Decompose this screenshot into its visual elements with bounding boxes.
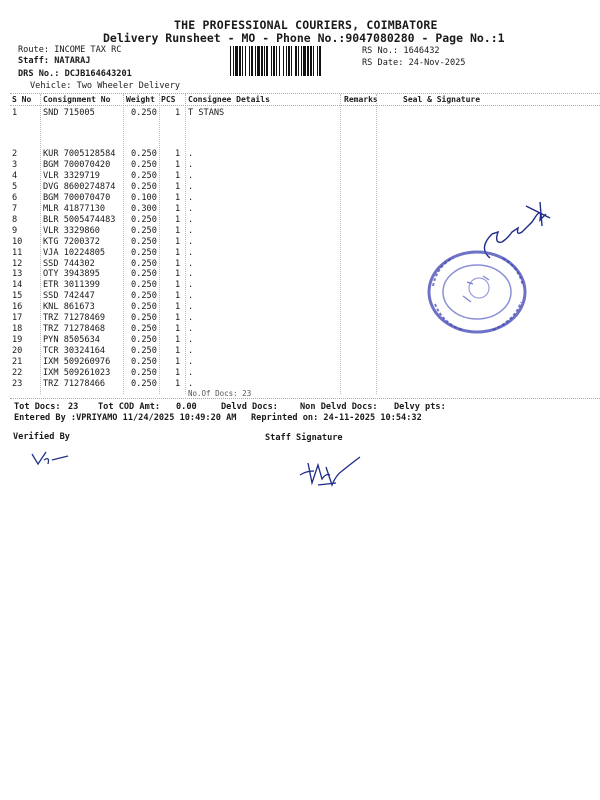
no-of-docs: No.Of Docs: 23 bbox=[188, 389, 252, 398]
row-pcs: 1 bbox=[175, 214, 181, 225]
row-weight: 0.250 bbox=[131, 378, 157, 389]
row-consignment: TRZ 71278466 bbox=[43, 378, 106, 389]
col-sno: S No bbox=[12, 95, 32, 104]
delvy-pts: Delvy pts: bbox=[394, 402, 446, 412]
row-sno: 19 bbox=[12, 335, 23, 346]
row-consignee: . bbox=[188, 269, 194, 280]
row-sno: 3 bbox=[12, 159, 18, 170]
row-weight: 0.250 bbox=[131, 368, 157, 378]
row-sno: 8 bbox=[12, 214, 18, 225]
row-weight: 0.250 bbox=[131, 236, 157, 247]
staff-signature bbox=[296, 445, 376, 490]
row-sno: 10 bbox=[12, 236, 23, 247]
row-sno: 22 bbox=[12, 368, 23, 378]
row-consignment: PYN 8505634 bbox=[43, 335, 100, 346]
row-consignee: . bbox=[188, 214, 194, 225]
table-row bbox=[0, 182, 600, 193]
row-pcs: 1 bbox=[175, 368, 181, 378]
row-consignee: . bbox=[188, 149, 194, 159]
row-pcs: 1 bbox=[175, 269, 181, 280]
row-pcs: 1 bbox=[175, 170, 181, 181]
row-weight: 0.250 bbox=[131, 291, 157, 302]
row-sno: 14 bbox=[12, 280, 23, 291]
row-weight: 0.250 bbox=[131, 149, 157, 159]
barcode-bar bbox=[307, 46, 309, 76]
barcode-bar bbox=[264, 46, 265, 76]
row-pcs: 1 bbox=[175, 225, 181, 236]
row-sno: 21 bbox=[12, 357, 23, 368]
row-consignee: . bbox=[188, 159, 194, 170]
row-pcs: 1 bbox=[175, 302, 181, 313]
barcode-bar bbox=[288, 46, 290, 76]
company-title: THE PROFESSIONAL COURIERS, COIMBATORE bbox=[174, 18, 438, 32]
row-sno: 2 bbox=[12, 149, 18, 159]
row-pcs: 1 bbox=[175, 357, 181, 368]
reprinted-on: Reprinted on: 24-11-2025 10:54:32 bbox=[251, 413, 422, 423]
barcode-bar bbox=[261, 46, 263, 76]
verified-initials bbox=[28, 446, 78, 470]
row-consignee: T STANS bbox=[188, 108, 225, 118]
row-weight: 0.250 bbox=[131, 181, 157, 192]
route: Route: INCOME TAX RC bbox=[18, 45, 122, 55]
row-consignment: VLR 3329860 bbox=[43, 225, 100, 236]
col-consignee: Consignee Details bbox=[188, 95, 270, 104]
barcode-bar bbox=[303, 46, 306, 76]
barcode-bar bbox=[273, 46, 275, 76]
row-weight: 0.250 bbox=[131, 159, 157, 170]
non-delvd-docs: Non Delvd Docs: bbox=[300, 402, 378, 412]
table-row bbox=[0, 346, 600, 357]
row-pcs: 1 bbox=[175, 313, 181, 324]
row-pcs: 1 bbox=[175, 236, 181, 247]
barcode-bar bbox=[301, 46, 302, 76]
row-weight: 0.250 bbox=[131, 170, 157, 181]
row-consignment: BGM 700070420 bbox=[43, 159, 111, 170]
row-sno: 6 bbox=[12, 192, 18, 203]
tot-cod-label: Tot COD Amt: bbox=[98, 402, 161, 412]
barcode-bar bbox=[298, 46, 299, 76]
row-consignment: ETR 3011399 bbox=[43, 280, 100, 291]
row-consignee: . bbox=[188, 236, 194, 247]
row-consignee: . bbox=[188, 192, 194, 203]
table-row bbox=[0, 357, 600, 368]
row-consignee: . bbox=[188, 324, 194, 335]
verified-by: Verified By bbox=[13, 432, 70, 442]
row-sno: 4 bbox=[12, 170, 18, 181]
row-pcs: 1 bbox=[175, 291, 181, 302]
barcode-bar bbox=[249, 46, 250, 76]
row-sno: 12 bbox=[12, 258, 23, 269]
row-sno: 9 bbox=[12, 225, 18, 236]
row-pcs: 1 bbox=[175, 335, 181, 346]
row-pcs: 1 bbox=[175, 108, 181, 118]
drs-number: DRS No.: DCJB164643201 bbox=[18, 69, 132, 79]
row-consignment: SND 715005 bbox=[43, 108, 95, 118]
row-weight: 0.250 bbox=[131, 346, 157, 357]
row-sno: 20 bbox=[12, 346, 23, 357]
row-weight: 0.250 bbox=[131, 247, 157, 258]
row-consignment: IXM 509261023 bbox=[43, 368, 111, 378]
vehicle: Vehicle: Two Wheeler Delivery bbox=[30, 81, 181, 91]
col-consignment: Consignment No bbox=[43, 95, 111, 104]
row-consignee: . bbox=[188, 258, 194, 269]
row-pcs: 1 bbox=[175, 247, 181, 258]
row-consignee: . bbox=[188, 378, 194, 389]
row-weight: 0.250 bbox=[131, 357, 157, 368]
row-pcs: 1 bbox=[175, 258, 181, 269]
barcode-bar bbox=[291, 46, 292, 76]
row-consignment: BGM 700070470 bbox=[43, 192, 111, 203]
row-pcs: 1 bbox=[175, 181, 181, 192]
row-consignee: . bbox=[188, 247, 194, 258]
row-consignee: . bbox=[188, 368, 194, 378]
table-row bbox=[0, 379, 600, 390]
barcode-bar bbox=[242, 46, 243, 76]
row-consignment: VJA 10224805 bbox=[43, 247, 106, 258]
row-weight: 0.250 bbox=[131, 258, 157, 269]
barcode-bar bbox=[230, 46, 231, 76]
row-consignee: . bbox=[188, 170, 194, 181]
row-weight: 0.250 bbox=[131, 324, 157, 335]
row-consignment: SSD 744302 bbox=[43, 258, 95, 269]
row-consignee: . bbox=[188, 346, 194, 357]
row-sno: 15 bbox=[12, 291, 23, 302]
barcode-bar bbox=[233, 46, 234, 76]
row-consignee: . bbox=[188, 302, 194, 313]
row-weight: 0.250 bbox=[131, 214, 157, 225]
barcode-bar bbox=[317, 46, 318, 76]
row-pcs: 1 bbox=[175, 192, 181, 203]
row-sno: 16 bbox=[12, 302, 23, 313]
barcode-bar bbox=[279, 46, 280, 76]
row-consignment: SSD 742447 bbox=[43, 291, 95, 302]
row-pcs: 1 bbox=[175, 346, 181, 357]
barcode-bar bbox=[276, 46, 277, 76]
row-pcs: 1 bbox=[175, 280, 181, 291]
barcode-bar bbox=[235, 46, 238, 76]
row-weight: 0.300 bbox=[131, 203, 157, 214]
table-row bbox=[0, 108, 600, 119]
table-row bbox=[0, 160, 600, 171]
staff: Staff: NATARAJ bbox=[18, 56, 91, 66]
barcode-bar bbox=[313, 46, 314, 76]
row-weight: 0.250 bbox=[131, 302, 157, 313]
barcode-bar bbox=[239, 46, 241, 76]
tot-cod-value: 0.00 bbox=[176, 402, 197, 412]
col-pcs: PCS bbox=[161, 95, 176, 104]
row-pcs: 1 bbox=[175, 378, 181, 389]
row-consignment: DVG 8600274874 bbox=[43, 181, 116, 192]
row-consignment: TRZ 71278468 bbox=[43, 324, 106, 335]
row-consignment: KNL 861673 bbox=[43, 302, 95, 313]
barcode-bar bbox=[257, 46, 260, 76]
barcode-bar bbox=[266, 46, 268, 76]
table-row bbox=[0, 368, 600, 379]
col-remarks: Remarks bbox=[344, 95, 378, 104]
row-consignment: IXM 509260976 bbox=[43, 357, 111, 368]
row-weight: 0.250 bbox=[131, 313, 157, 324]
barcode-bar bbox=[286, 46, 287, 76]
row-weight: 0.100 bbox=[131, 192, 157, 203]
row-weight: 0.250 bbox=[131, 225, 157, 236]
row-consignee: . bbox=[188, 280, 194, 291]
rs-number: RS No.: 1646432 bbox=[362, 46, 440, 56]
row-sno: 5 bbox=[12, 181, 18, 192]
row-consignment: MLR 41877130 bbox=[43, 203, 106, 214]
delvd-docs: Delvd Docs: bbox=[221, 402, 278, 412]
row-consignment: KTG 7200372 bbox=[43, 236, 100, 247]
row-sno: 7 bbox=[12, 203, 18, 214]
row-consignee: . bbox=[188, 357, 194, 368]
tot-docs-value: 23 bbox=[68, 402, 79, 412]
entered-by: Entered By :VPRIYAMO 11/24/2025 10:49:20 AM bbox=[14, 413, 237, 423]
barcode-bar bbox=[245, 46, 246, 76]
row-pcs: 1 bbox=[175, 159, 181, 170]
table-row bbox=[0, 171, 600, 182]
table-bottom-line bbox=[10, 398, 600, 399]
barcode-bar bbox=[310, 46, 312, 76]
row-consignment: VLR 3329719 bbox=[43, 170, 100, 181]
row-sno: 18 bbox=[12, 324, 23, 335]
barcode-bar bbox=[295, 46, 297, 76]
barcode-bar bbox=[319, 46, 321, 76]
row-consignee: . bbox=[188, 225, 194, 236]
staff-signature-label: Staff Signature bbox=[265, 433, 343, 443]
row-pcs: 1 bbox=[175, 149, 181, 159]
table-header-line bbox=[10, 105, 600, 106]
rs-date: RS Date: 24-Nov-2025 bbox=[362, 58, 466, 68]
col-seal: Seal & Signature bbox=[403, 95, 481, 104]
barcode-bar bbox=[251, 46, 253, 76]
table-row bbox=[0, 149, 600, 160]
row-consignment: KUR 7005128584 bbox=[43, 149, 116, 159]
tot-docs-label: Tot Docs: bbox=[14, 402, 61, 412]
barcode-bar bbox=[283, 46, 284, 76]
row-consignee: . bbox=[188, 203, 194, 214]
row-consignment: TCR 30324164 bbox=[43, 346, 106, 357]
row-sno: 17 bbox=[12, 313, 23, 324]
row-consignment: TRZ 71278469 bbox=[43, 313, 106, 324]
row-consignee: . bbox=[188, 291, 194, 302]
runsheet-title: Delivery Runsheet - MO - Phone No.:9047080280 - Page No.:1 bbox=[103, 31, 505, 45]
row-consignment: BLR 5005474483 bbox=[43, 214, 116, 225]
barcode bbox=[230, 46, 358, 76]
company-seal-stamp bbox=[423, 246, 531, 338]
row-sno: 1 bbox=[12, 108, 18, 118]
barcode-bar bbox=[255, 46, 256, 76]
row-weight: 0.250 bbox=[131, 108, 157, 118]
row-weight: 0.250 bbox=[131, 269, 157, 280]
row-sno: 23 bbox=[12, 378, 23, 389]
row-pcs: 1 bbox=[175, 324, 181, 335]
col-weight: Weight bbox=[126, 95, 155, 104]
row-pcs: 1 bbox=[175, 203, 181, 214]
barcode-bar bbox=[271, 46, 272, 76]
row-weight: 0.250 bbox=[131, 335, 157, 346]
row-consignee: . bbox=[188, 335, 194, 346]
row-weight: 0.250 bbox=[131, 280, 157, 291]
row-consignee: . bbox=[188, 181, 194, 192]
table-top-line bbox=[10, 93, 600, 94]
row-consignment: OTY 3943895 bbox=[43, 269, 100, 280]
row-sno: 11 bbox=[12, 247, 23, 258]
row-consignee: . bbox=[188, 313, 194, 324]
row-sno: 13 bbox=[12, 269, 23, 280]
